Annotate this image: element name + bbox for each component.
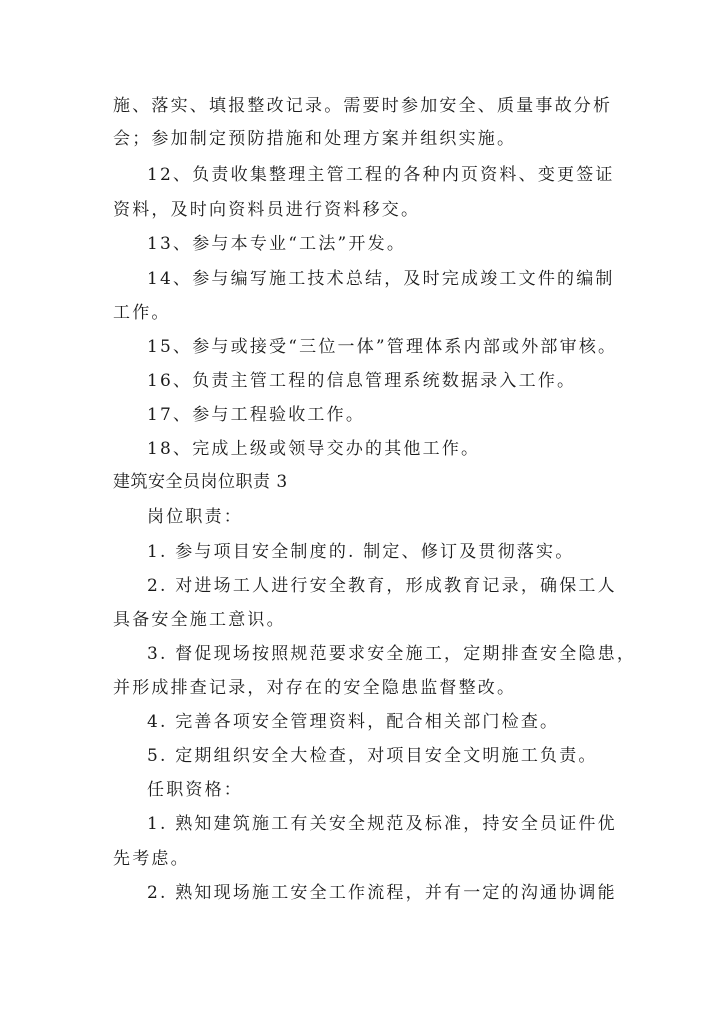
text-line: 先考虑。 [113,849,190,869]
list-item-15: 15、参与或接受“三位一体”管理体系内部或外部审核。 [147,337,618,357]
duty-item-5: 5. 定期组织安全大检查，对项目安全文明施工负责。 [147,746,598,766]
subheading-qualifications: 任职资格： [147,780,243,800]
subheading-duties: 岗位职责： [147,507,243,527]
list-item-14: 14、参与编写施工技术总结，及时完成竣工文件的编制 [147,269,615,289]
list-item-16: 16、负责主管工程的信息管理系统数据录入工作。 [147,371,577,391]
text-line: 工作。 [113,303,171,323]
text-line: 并形成排查记录，对存在的安全隐患监督整改。 [113,678,517,698]
duty-item-4: 4. 完善各项安全管理资料，配合相关部门检查。 [147,712,560,732]
list-item-13: 13、参与本专业“工法”开发。 [147,234,407,254]
text-line: 具备安全施工意识。 [113,610,286,630]
list-item-12: 12、负责收集整理主管工程的各种内页资料、变更签证 [147,165,615,185]
text-line: 会；参加制定预防措施和处理方案并组织实施。 [113,129,517,149]
text-line: 施、落实、填报整改记录。需要时参加安全、质量事故分析 [113,96,613,116]
qualification-item-1: 1. 熟知建筑施工有关安全规范及标准，持安全员证件优 [147,814,617,834]
duty-item-3: 3. 督促现场按照规范要求安全施工，定期排查安全隐患， [147,644,637,664]
duty-item-2: 2. 对进场工人进行安全教育，形成教育记录，确保工人 [147,576,617,596]
duty-item-1: 1. 参与项目安全制度的. 制定、修订及贯彻落实。 [147,542,575,562]
list-item-18: 18、完成上级或领导交办的其他工作。 [147,439,481,459]
text-line: 资料，及时向资料员进行资料移交。 [113,200,421,220]
list-item-17: 17、参与工程验收工作。 [147,405,366,425]
section-heading: 建筑安全员岗位职责 3 [113,472,288,492]
qualification-item-2: 2. 熟知现场施工安全工作流程，并有一定的沟通协调能 [147,883,617,903]
